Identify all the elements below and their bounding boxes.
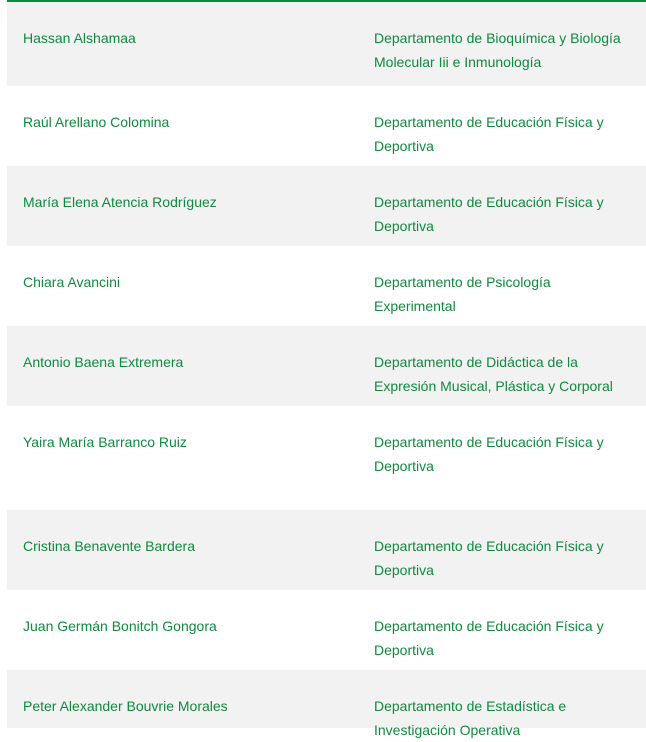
department-link[interactable] bbox=[374, 26, 636, 74]
department-line-1: Departamento de Educación Física y bbox=[374, 114, 604, 130]
department-line-1: Departamento de Educación Física y bbox=[374, 194, 604, 210]
table-row bbox=[7, 406, 646, 510]
department-line-1: Departamento de Bioquímica y Biología bbox=[374, 30, 621, 46]
department-line-1: Departamento de Psicología bbox=[374, 274, 551, 290]
table-row bbox=[7, 326, 646, 406]
department-line-2: Molecular Iii e Inmunología bbox=[374, 54, 542, 70]
person-name-link[interactable]: Yaira María Barranco Ruiz bbox=[23, 434, 187, 450]
table-row bbox=[7, 2, 646, 86]
table-row bbox=[7, 166, 646, 246]
table-row bbox=[7, 510, 646, 590]
department-line-1: Departamento de Educación Física y bbox=[374, 618, 604, 634]
department-line-2: Experimental bbox=[374, 298, 456, 314]
department-link[interactable] bbox=[374, 350, 636, 398]
department-line-2: Deportiva bbox=[374, 642, 434, 658]
department-line-2: Deportiva bbox=[374, 562, 434, 578]
department-line-2: Deportiva bbox=[374, 138, 434, 154]
person-name-link[interactable]: Hassan Alshamaa bbox=[23, 30, 136, 46]
department-line-2: Deportiva bbox=[374, 458, 434, 474]
department-line-2: Deportiva bbox=[374, 218, 434, 234]
department-link[interactable] bbox=[374, 270, 636, 318]
department-line-1: Departamento de Educación Física y bbox=[374, 538, 604, 554]
table-row bbox=[7, 590, 646, 670]
person-name-link[interactable]: Chiara Avancini bbox=[23, 274, 121, 290]
department-line-2: Expresión Musical, Plástica y Corporal bbox=[374, 378, 613, 394]
table-row bbox=[7, 246, 646, 326]
department-line-1: Departamento de Estadística e bbox=[374, 698, 567, 714]
person-name-link[interactable]: Peter Alexander Bouvrie Morales bbox=[23, 698, 228, 714]
person-name-link[interactable]: María Elena Atencia Rodríguez bbox=[23, 194, 217, 210]
department-line-1: Departamento de Educación Física y bbox=[374, 434, 604, 450]
person-name-link[interactable]: Cristina Benavente Bardera bbox=[23, 538, 195, 554]
table-row bbox=[7, 86, 646, 166]
person-name-link[interactable]: Raúl Arellano Colomina bbox=[23, 114, 170, 130]
department-link[interactable] bbox=[374, 190, 636, 238]
department-link[interactable] bbox=[374, 694, 636, 742]
staff-table bbox=[7, 0, 646, 738]
department-link[interactable] bbox=[374, 614, 636, 662]
department-link[interactable] bbox=[374, 430, 636, 478]
person-name-link[interactable]: Antonio Baena Extremera bbox=[23, 354, 184, 370]
table-row bbox=[7, 670, 646, 738]
department-link[interactable] bbox=[374, 534, 636, 582]
department-link[interactable] bbox=[374, 110, 636, 158]
department-line-1: Departamento de Didáctica de la bbox=[374, 354, 578, 370]
department-line-2: Investigación Operativa bbox=[374, 722, 521, 738]
person-name-link[interactable]: Juan Germán Bonitch Gongora bbox=[23, 618, 217, 634]
